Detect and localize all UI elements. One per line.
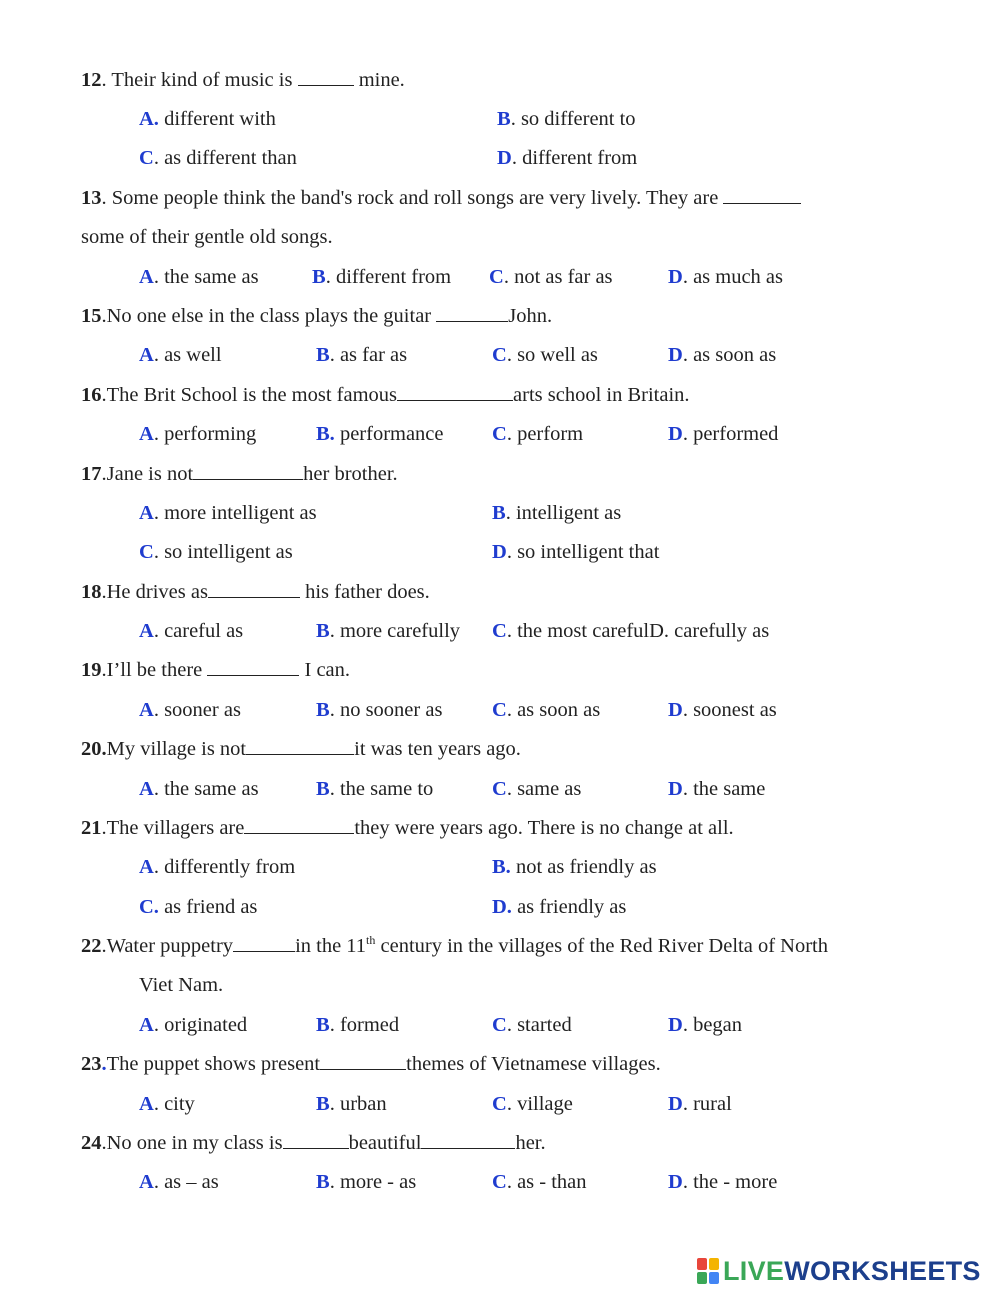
question-text-end: century in the villages of the Red River Delta of North [375, 935, 828, 957]
option-a[interactable]: A. sooner as [139, 699, 241, 721]
option-c[interactable]: C. same as [492, 778, 582, 800]
option-b[interactable]: B. urban [316, 1093, 387, 1115]
question-21 [81, 816, 734, 840]
question-text-end: themes of Vietnamese villages. [406, 1053, 661, 1075]
option-a[interactable]: A. more intelligent as [139, 502, 317, 524]
question-text: . Some people think the band's rock and roll songs are very lively. They are [101, 187, 724, 209]
option-c[interactable]: C. not as far as [489, 266, 613, 288]
option-d[interactable]: D. soonest as [668, 699, 777, 721]
option-c[interactable]: C. perform [492, 423, 584, 445]
option-b[interactable]: B. formed [316, 1014, 400, 1036]
option-c[interactable]: C. as - than [492, 1171, 587, 1193]
answer-blank[interactable] [320, 1052, 406, 1070]
question-24 [81, 1131, 546, 1155]
question-number-dot: . [101, 1053, 107, 1075]
option-c[interactable]: C. started [492, 1014, 572, 1036]
question-text-end: her. [515, 1132, 546, 1154]
option-d[interactable]: D. began [668, 1014, 743, 1036]
question-number: 19 [81, 659, 102, 681]
option-c[interactable]: C. as different than [139, 147, 297, 169]
option-d[interactable]: D. so intelligent that [492, 541, 660, 563]
question-13 [81, 186, 801, 210]
question-18 [81, 580, 430, 604]
question-text: .The villagers are [101, 817, 245, 839]
option-a[interactable]: A. careful as [139, 620, 244, 642]
question-number: 16 [81, 384, 102, 406]
answer-blank[interactable] [723, 186, 801, 204]
option-d[interactable]: D. as friendly as [492, 896, 627, 918]
question-text-end: her brother. [303, 463, 398, 485]
question-text-end: his father does. [299, 581, 430, 603]
logo-text: LIVEWORKSHEETS [723, 1255, 981, 1286]
question-text: The puppet shows present [106, 1053, 321, 1075]
option-c[interactable]: C. village [492, 1093, 573, 1115]
answer-blank[interactable] [233, 934, 295, 952]
option-a[interactable]: A. different with [139, 108, 276, 130]
answer-blank[interactable] [208, 580, 300, 598]
answer-blank-1[interactable] [283, 1131, 349, 1149]
question-text-end: I can. [299, 659, 351, 681]
option-c[interactable]: C. as soon as [492, 699, 601, 721]
option-d[interactable]: D. as soon as [668, 344, 777, 366]
question-text: .The Brit School is the most famous [101, 384, 398, 406]
question-number: 22 [81, 935, 102, 957]
question-number: 13 [81, 187, 102, 209]
answer-blank-2[interactable] [421, 1131, 515, 1149]
answer-blank[interactable] [207, 658, 299, 676]
question-number: 20. [81, 738, 107, 760]
option-b[interactable]: B. the same to [316, 778, 434, 800]
option-b[interactable]: B. more carefully [316, 620, 461, 642]
option-c[interactable]: C. as friend as [139, 896, 258, 918]
option-b[interactable]: B. no sooner as [316, 699, 443, 721]
question-text-mid: in the 11 [295, 935, 367, 957]
ordinal-suffix: th [366, 933, 376, 948]
question-19 [81, 658, 350, 682]
option-a[interactable]: A. originated [139, 1014, 248, 1036]
question-text: .No one else in the class plays the guitar [101, 305, 437, 327]
option-b[interactable]: B. so different to [497, 108, 636, 130]
question-number: 15 [81, 305, 102, 327]
question-12 [81, 68, 405, 92]
option-d[interactable]: D. the - more [668, 1171, 778, 1193]
answer-blank[interactable] [244, 816, 354, 834]
question-text-end: John. [508, 305, 553, 327]
option-a[interactable]: A. performing [139, 423, 257, 445]
option-c[interactable]: C. the most carefulD. carefully as [492, 620, 770, 642]
question-16 [81, 383, 690, 407]
answer-blank[interactable] [193, 462, 303, 480]
question-text-end: mine. [353, 69, 405, 91]
question-13-continuation: some of their gentle old songs. [81, 226, 333, 248]
option-b[interactable]: B. different from [312, 266, 452, 288]
option-b[interactable]: B. as far as [316, 344, 408, 366]
question-15 [81, 304, 552, 328]
question-22-continuation: Viet Nam. [139, 974, 224, 996]
option-a[interactable]: A. as – as [139, 1171, 219, 1193]
question-text: .Jane is not [101, 463, 194, 485]
option-d[interactable]: D. rural [668, 1093, 732, 1115]
option-a[interactable]: A. the same as [139, 266, 259, 288]
question-text-end: they were years ago. There is no change at all. [354, 817, 734, 839]
question-text: .I’ll be there [101, 659, 208, 681]
option-d[interactable]: D. as much as [668, 266, 784, 288]
option-c[interactable]: C. so intelligent as [139, 541, 293, 563]
option-b[interactable]: B. not as friendly as [492, 856, 657, 878]
answer-blank[interactable] [436, 304, 508, 322]
option-b[interactable]: B. performance [316, 423, 444, 445]
option-d[interactable]: D. the same [668, 778, 766, 800]
answer-blank[interactable] [397, 383, 513, 401]
question-text-end: arts school in Britain. [513, 384, 690, 406]
option-d[interactable]: D. different from [497, 147, 638, 169]
question-number: 23 [81, 1053, 102, 1075]
option-a[interactable]: A. differently from [139, 856, 296, 878]
logo-icon [697, 1258, 719, 1284]
question-text-end: it was ten years ago. [354, 738, 521, 760]
question-number: 24 [81, 1132, 102, 1154]
question-text: . Their kind of music is [101, 69, 298, 91]
option-a[interactable]: A. the same as [139, 778, 259, 800]
question-text: .Water puppetry [101, 935, 234, 957]
question-text: .He drives as [101, 581, 208, 603]
question-text-mid: beautiful [348, 1132, 422, 1154]
question-23 [81, 1052, 661, 1076]
question-number: 17 [81, 463, 102, 485]
question-17 [81, 462, 398, 486]
option-d[interactable]: D. performed [668, 423, 779, 445]
question-number: 21 [81, 817, 102, 839]
question-20 [81, 737, 521, 761]
liveworksheets-logo [697, 1256, 981, 1286]
question-number: 18 [81, 581, 102, 603]
question-text: .No one in my class is [101, 1132, 283, 1154]
option-b[interactable]: B. more - as [316, 1171, 417, 1193]
option-a[interactable]: A. city [139, 1093, 195, 1115]
question-text: My village is not [106, 738, 247, 760]
answer-blank[interactable] [298, 68, 354, 86]
option-c[interactable]: C. so well as [492, 344, 598, 366]
option-b[interactable]: B. intelligent as [492, 502, 622, 524]
question-22 [81, 934, 828, 958]
answer-blank[interactable] [246, 737, 354, 755]
option-a[interactable]: A. as well [139, 344, 222, 366]
question-number: 12 [81, 69, 102, 91]
